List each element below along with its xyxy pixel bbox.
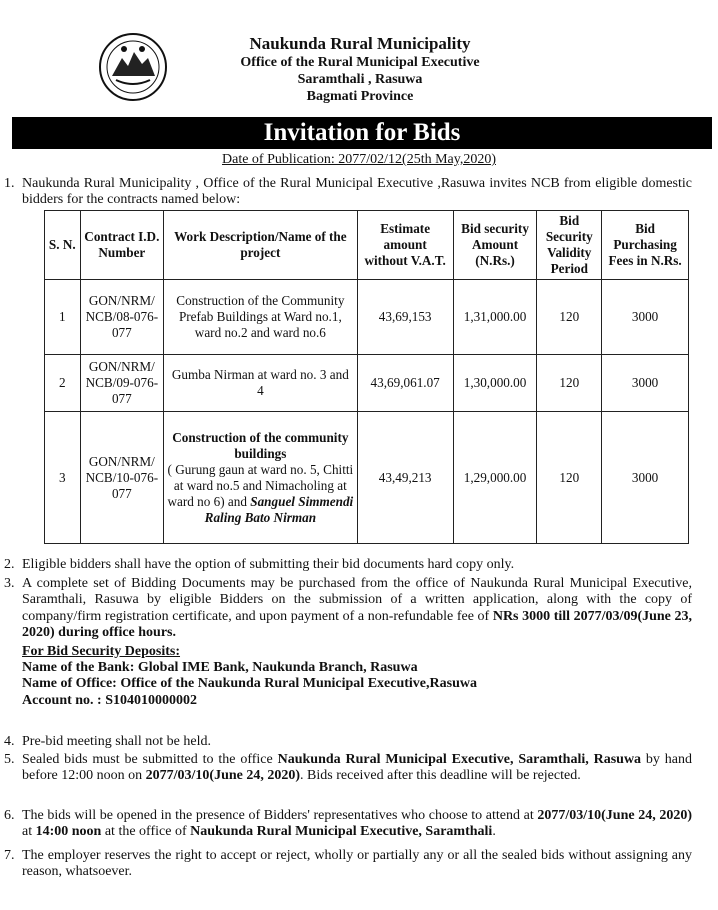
item-text: The bids will be opened in the presence of Bidders' representatives who choose to attend at — [22, 808, 538, 823]
cell-work: Construction of the Community Prefab Buildings at Ward no.1, ward no.2 and ward no.6 — [164, 280, 357, 355]
cell-estimate: 43,69,061.07 — [357, 355, 453, 412]
notice-title: Invitation for Bids — [12, 117, 712, 149]
item-2 — [4, 557, 692, 573]
cell-contract: GON/NRM/ NCB/10-076-077 — [80, 412, 164, 544]
cell-validity: 120 — [537, 412, 602, 544]
cell-contract: GON/NRM/ NCB/08-076-077 — [80, 280, 164, 355]
province-name: Bagmati Province — [306, 89, 414, 104]
office-location: Saramthali , Rasuwa — [297, 72, 423, 87]
deposit-heading: For Bid Security Deposits: — [22, 643, 181, 659]
office-name: Office of the Rural Municipal Executive — [240, 55, 480, 70]
cell-security: 1,29,000.00 — [453, 412, 537, 544]
col-header-sn: S. N. — [45, 211, 81, 280]
cell-security: 1,30,000.00 — [453, 355, 537, 412]
cell-validity: 120 — [537, 280, 602, 355]
col-header-work: Work Description/Name of the project — [164, 211, 357, 280]
cell-contract: GON/NRM/ NCB/09-076-077 — [80, 355, 164, 412]
cell-fees: 3000 — [602, 280, 689, 355]
item-text: Pre-bid meeting shall not be held. — [22, 734, 211, 749]
item-opening-time: 14:00 noon — [35, 824, 102, 840]
item-1 — [4, 176, 692, 209]
bank-name: Name of the Bank: Global IME Bank, Naukunda Branch, Rasuwa — [22, 660, 418, 676]
item-opening-date: 2077/03/10(June 24, 2020) — [537, 808, 692, 823]
cell-sn: 2 — [45, 355, 81, 412]
cell-estimate: 43,49,213 — [357, 412, 453, 544]
item-3 — [4, 576, 693, 709]
item-6 — [4, 808, 692, 841]
item-office: Naukunda Rural Municipal Executive, Saramthali, Rasuwa — [277, 752, 642, 767]
item-text: Eligible bidders shall have the option of submitting their bid documents hard copy only. — [22, 557, 515, 572]
cell-fees: 3000 — [602, 412, 689, 544]
item-number: 7. — [4, 848, 15, 863]
item-7 — [4, 848, 692, 881]
cell-fees: 3000 — [602, 355, 689, 412]
letterhead — [0, 0, 718, 112]
item-opening-office: Naukunda Rural Municipal Executive, Saramthali — [190, 824, 493, 840]
table-row — [45, 355, 689, 412]
account-office-name: Name of Office: Office of the Naukunda Rural Municipal Executive,Rasuwa — [22, 676, 477, 692]
item-text: at — [22, 824, 36, 840]
table-row — [45, 280, 689, 355]
contracts-table — [44, 210, 689, 544]
cell-security: 1,31,000.00 — [453, 280, 537, 355]
item-text: by hand before 12:00 noon on — [22, 752, 692, 784]
col-header-estimate: Estimate amount without V.A.T. — [357, 211, 453, 280]
item-number: 1. — [4, 176, 15, 191]
item-number: 4. — [4, 734, 15, 749]
publication-date: Date of Publication: 2077/02/12(25th May,2020) — [222, 152, 496, 167]
item-fee-deadline: NRs 3000 till 2077/03/09(June 23, 2020) during office hours. — [22, 608, 693, 641]
letterhead-text — [160, 34, 560, 105]
account-number: Account no. : S104010000002 — [22, 692, 198, 708]
work-title: Construction of the community buildings — [172, 429, 349, 461]
item-text: Naukunda Rural Municipality , Office of the Rural Municipal Executive ,Rasuwa invites NCB from eligible domestic bidders for the contracts named below: — [22, 176, 692, 208]
municipality-name: Naukunda Rural Municipality — [249, 34, 471, 53]
col-header-fees: Bid Purchasing Fees in N.Rs. — [602, 211, 689, 280]
item-4 — [4, 734, 692, 750]
cell-estimate: 43,69,153 — [357, 280, 453, 355]
work-details: ( Gurung gaun at ward no. 5, Chitti at ward no.5 and Nimacholing at ward no 6) and — [167, 461, 354, 509]
item-number: 2. — [4, 557, 15, 572]
cell-work — [164, 412, 357, 544]
item-text: A complete set of Bidding Documents may be purchased from the office of Naukunda Rural Municipal Executive, Saramthali, Rasuwa by eligible Bidders on the submission of a written application, along with the copy of company/firm registration certificate, and upon payment of a non-refundable fee of — [22, 576, 692, 624]
item-deadline: 2077/03/10(June 24, 2020) — [145, 768, 301, 784]
table-row — [45, 412, 689, 544]
table-header-row — [45, 211, 689, 280]
item-number: 3. — [4, 576, 15, 591]
cell-validity: 120 — [537, 355, 602, 412]
item-text: The employer reserves the right to accept or reject, wholly or partially any or all the sealed bids without assigning any reason, whatsoever. — [22, 848, 692, 880]
cell-sn: 3 — [45, 412, 81, 544]
item-number: 5. — [4, 752, 15, 767]
item-text: . — [492, 824, 496, 840]
item-text: at the office of — [101, 824, 191, 840]
cell-work: Gumba Nirman at ward no. 3 and 4 — [164, 355, 357, 412]
work-road-name: Sanguel Simmendi Raling Bato Nirman — [204, 493, 354, 525]
municipality-seal-icon — [98, 32, 168, 102]
item-text: Sealed bids must be submitted to the office — [22, 752, 278, 767]
item-number: 6. — [4, 808, 15, 823]
item-5 — [4, 752, 692, 785]
col-header-security: Bid security Amount (N.Rs.) — [453, 211, 537, 280]
cell-sn: 1 — [45, 280, 81, 355]
col-header-validity: Bid Security Validity Period — [537, 211, 602, 280]
col-header-contract: Contract I.D. Number — [80, 211, 164, 280]
item-text: . Bids received after this deadline will be rejected. — [300, 768, 581, 784]
